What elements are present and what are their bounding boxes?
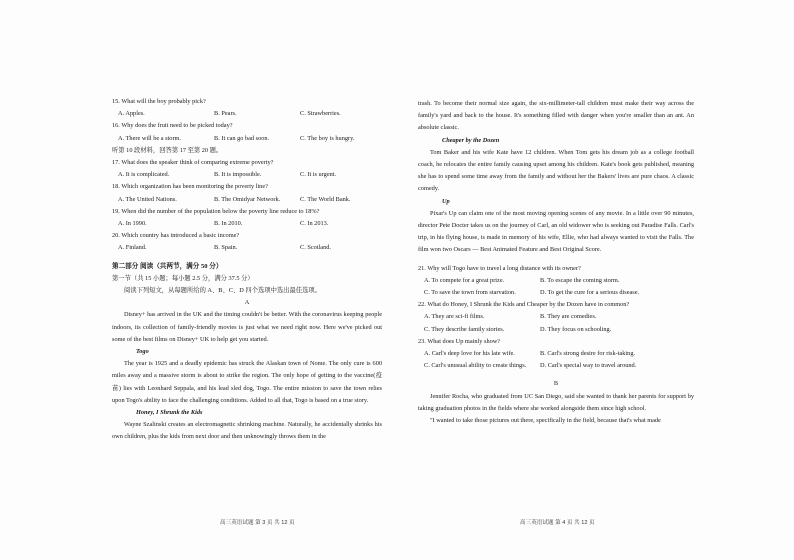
question-23: 23. What does Up mainly show? — [418, 337, 501, 345]
option-d: D. Carl's special way to travel around. — [540, 362, 637, 370]
question-19: 19. When did the number of the population below the poverty line reduce to 18%? — [112, 207, 320, 215]
option-b: B. Pears. — [214, 110, 237, 118]
film-title-togo: Togo — [136, 348, 149, 356]
page-footer-right: 高三英语试题 第 4 页 共 12 页 — [520, 520, 595, 526]
option-b: B. The Omidyar Network. — [214, 195, 281, 203]
passage-a-label: A — [244, 299, 250, 307]
film-title-honey: Honey, I Shrunk the Kids — [136, 409, 203, 417]
option-b: B. To escape the coming storm. — [540, 276, 620, 284]
option-c: C. Scotland. — [300, 244, 331, 252]
option-b: B. It is impossible. — [214, 171, 262, 179]
question-16-options — [112, 133, 382, 145]
part-two-heading: 第二部分 阅读（共两节，满分 50 分） — [112, 262, 223, 270]
passage-b-paragraph-2: "I wanted to take those pictures out there, specifically in the field, because that's what made — [430, 417, 661, 425]
option-d: D. They focus on schooling. — [540, 325, 612, 333]
option-c: C. It is urgent. — [300, 171, 337, 179]
option-c: C. The boy is hungry. — [300, 134, 355, 142]
option-a: A. Finland. — [118, 244, 147, 252]
question-16: 16. Why does the fruit need to be picked today? — [112, 122, 233, 130]
right-column — [418, 98, 694, 427]
option-b: B. They are comedies. — [540, 313, 597, 321]
film-cheaper-description: Tom Baker and his wife Kate have 12 children. When Tom gets his dream job as a college football coach, he relocates the entire family causing upset among his children. Kate's book gets published, meaning she has to spend some time away from the family and without her the Bakers' lives are pure chaos. A classic comedy. — [418, 148, 694, 193]
option-a: A. They are sci-fi films. — [424, 313, 485, 321]
question-21-options-row2 — [418, 287, 694, 299]
question-20-options — [112, 242, 382, 254]
question-17: 17. What does the speaker think of comparing extreme poverty? — [112, 159, 274, 167]
question-22-options-row1 — [418, 311, 694, 323]
film-up-description: Pixar's Up can claim one of the most moving opening scenes of any movie. In a little over 90 minutes, director Pete Docter takes us on the journey of Carl, an old widower who is seeking out Paradise Falls. Carl's trip, in his flying house, is made in memory of his wife, Ellie, who had always wanted to visit the Falls. The film won two Oscars — Best Animated Feature and Best Original Score. — [418, 209, 694, 254]
option-d: D. To get the cure for a serious disease. — [540, 289, 640, 297]
listening-instruction: 听第 10 段材料，回答第 17 至第 20 题。 — [112, 146, 223, 154]
question-21-options-row1 — [418, 275, 694, 287]
option-a: A. There will be a storm. — [118, 134, 182, 142]
film-honey-description-cont: trash. To become their normal size again, the six-millimeter-tall children must make their way across the family's yard and back to the house. It's something filled with danger when you're smaller than an ant. An absolute classic. — [418, 100, 694, 132]
page-footer-left: 高三英语试题 第 3 页 共 12 页 — [220, 520, 295, 526]
film-togo-description: The year is 1925 and a deadly epidemic has struck the Alaskan town of Nome. The only cure is 600 miles away and a massive storm is about to strike the region. The only hope of getting to the vaccine(疫苗) lies with Leonhard Seppala, and his lead sled dog, Togo. The entire mission to save the town relies upon Togo's ability to face the challenging conditions. Added to all that, Togo is based on a true story. — [112, 360, 382, 404]
question-21: 21. Why will Togo have to travel a long distance with its owner? — [418, 264, 581, 272]
option-a: A. To compete for a great prize. — [424, 276, 505, 284]
question-15-options — [112, 108, 382, 120]
question-18: 18. Which organization has been monitoring the poverty line? — [112, 183, 268, 191]
section-one-heading: 第一节（共 15 小题；每小题 2.5 分，满分 37.5 分） — [112, 274, 254, 282]
option-a: A. It is complicated. — [118, 171, 170, 179]
option-a: A. In 1990. — [118, 220, 147, 228]
question-22: 22. What do Honey, I Shrunk the Kids and Cheaper by the Dozen have in common? — [418, 301, 630, 309]
reading-instruction: 阅读下列短文，从每题所给的 A、B、C、D 四个选项中选出最佳选项。 — [124, 287, 321, 295]
passage-a-intro: Disney+ has arrived in the UK and the timing couldn't be better. With the coronavirus keeping people indoors, its collection of family-friendly movies is just what we need right now. Here we've picked out some of the best films on Disney+ UK to help get you started. — [112, 311, 382, 343]
option-a: A. Carl's deep love for his late wife. — [424, 350, 515, 358]
option-c: C. Carl's unusual ability to create things. — [424, 362, 527, 370]
film-honey-description: Wayne Szalinski creates an electromagnetic shrinking machine. Naturally, he accidentally shrinks his own children, plus the kids from next door and then unknowingly throws them in the — [112, 421, 382, 441]
option-c: C. To save the town from starvation. — [424, 289, 516, 297]
option-b: B. In 2010. — [214, 220, 243, 228]
question-23-options-row2 — [418, 360, 694, 372]
film-title-cheaper: Cheaper by the Dozen — [442, 136, 500, 144]
passage-b-label: B — [553, 380, 559, 388]
question-20: 20. Which country has introduced a basic income? — [112, 232, 240, 240]
option-a: A. The United Nations. — [118, 195, 177, 203]
option-b: B. It can go bad soon. — [214, 134, 270, 142]
option-b: B. Carl's strong desire for risk-taking. — [540, 350, 636, 358]
left-column — [112, 96, 382, 444]
option-b: B. Spain. — [214, 244, 238, 252]
question-18-options — [112, 194, 382, 206]
question-17-options — [112, 169, 382, 181]
option-a: A. Apples. — [118, 110, 145, 118]
option-c: C. They describe family stories. — [424, 325, 505, 333]
question-15: 15. What will the boy probably pick? — [112, 98, 206, 105]
option-c: C. In 2013. — [300, 220, 329, 228]
question-23-options-row1 — [418, 348, 694, 360]
question-22-options-row2 — [418, 324, 694, 336]
option-c: C. Strawberries. — [300, 110, 341, 118]
film-title-up: Up — [442, 197, 450, 205]
passage-b-paragraph-1: Jennifer Rocha, who graduated from UC San Diego, said she wanted to thank her parents for support by taking graduation photos in the fields where she worked alongside them since high school. — [418, 392, 694, 412]
question-19-options — [112, 218, 382, 230]
option-c: C. The World Bank. — [300, 195, 351, 203]
